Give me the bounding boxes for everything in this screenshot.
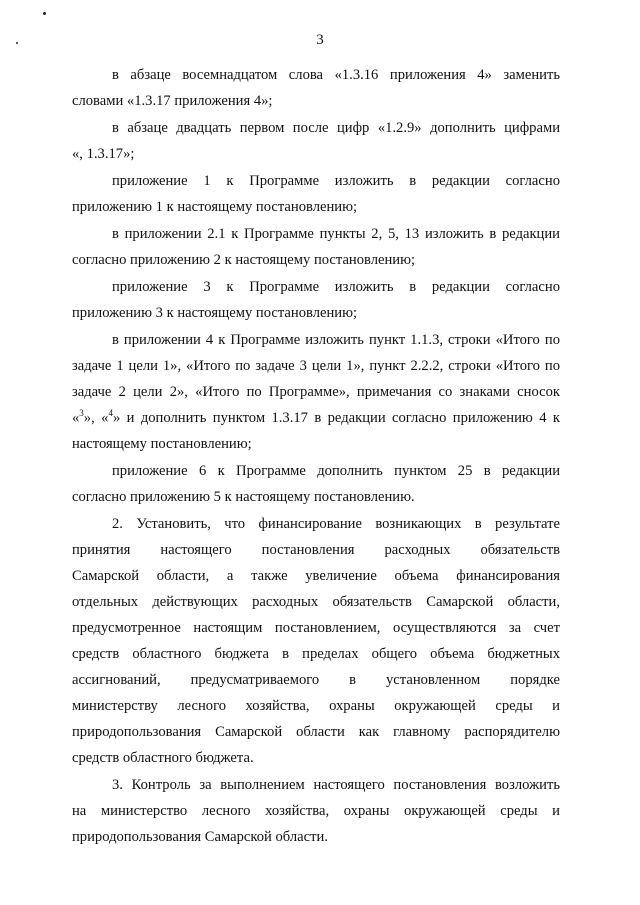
footnote-mark: 3 bbox=[79, 408, 84, 419]
text-line: природопользования Самарской области как главному распорядителю bbox=[72, 724, 560, 740]
text-line: согласно приложению 5 к настоящему постановлению. bbox=[72, 489, 415, 505]
text-line: словами «1.3.17 приложения 4»; bbox=[72, 93, 273, 109]
text-line: 3. Контроль за выполнением настоящего постановления возложить bbox=[112, 777, 560, 793]
text-line-footnotes bbox=[72, 405, 560, 431]
text-line: приложению 1 к настоящему постановлению; bbox=[72, 199, 358, 215]
text-line: отдельных действующих расходных обязательств Самарской области, bbox=[72, 594, 560, 610]
text-line: в абзаце двадцать первом после цифр «1.2.9» дополнить цифрами bbox=[112, 120, 560, 136]
text-line: предусмотренное настоящим постановлением, осуществляются за счет bbox=[72, 620, 560, 636]
text-line: 2. Установить, что финансирование возникающих в результате bbox=[112, 516, 560, 532]
footnote-mark: 4 bbox=[108, 408, 113, 419]
page-number: 3 bbox=[316, 32, 324, 48]
text-line: в приложении 2.1 к Программе пункты 2, 5, 13 изложить в редакции bbox=[112, 226, 560, 242]
text-line: приложение 3 к Программе изложить в редакции согласно bbox=[112, 279, 560, 295]
text-line: Самарской области, а также увеличение объема финансирования bbox=[72, 568, 560, 584]
text-line: министерству лесного хозяйства, охраны окружающей среды и bbox=[72, 698, 560, 714]
text-line: приложению 3 к настоящему постановлению; bbox=[72, 305, 358, 321]
text-line: принятия настоящего постановления расходных обязательств bbox=[72, 542, 560, 558]
text-line: ассигнований, предусматриваемого в установленном порядке bbox=[72, 672, 560, 688]
text-fragment: « bbox=[72, 410, 80, 426]
text-line: приложение 6 к Программе дополнить пунктом 25 в редакции bbox=[112, 463, 560, 479]
document-body bbox=[72, 62, 560, 850]
text-line: согласно приложению 2 к настоящему постановлению; bbox=[72, 252, 416, 268]
text-line: «, 1.3.17»; bbox=[72, 146, 135, 162]
text-line: на министерство лесного хозяйства, охраны окружающей среды и bbox=[72, 803, 560, 819]
text-fragment: », « bbox=[83, 410, 109, 426]
text-line: настоящему постановлению; bbox=[72, 436, 252, 452]
text-line: приложение 1 к Программе изложить в редакции согласно bbox=[112, 173, 560, 189]
text-line: в абзаце восемнадцатом слова «1.3.16 приложения 4» заменить bbox=[112, 67, 560, 83]
scan-speck bbox=[43, 12, 46, 15]
text-line: природопользования Самарской области. bbox=[72, 829, 328, 845]
text-line: задаче 2 цели 2», «Итого по Программе», примечания со знаками сносок bbox=[72, 384, 560, 400]
text-line: средств областного бюджета в пределах общего объема бюджетных bbox=[72, 646, 560, 662]
text-fragment: » и дополнить пунктом 1.3.17 в редакции согласно приложению 4 к bbox=[112, 410, 560, 426]
text-line: в приложении 4 к Программе изложить пункт 1.1.3, строки «Итого по bbox=[112, 332, 560, 348]
text-line: средств областного бюджета. bbox=[72, 750, 254, 766]
text-line: задаче 1 цели 1», «Итого по задаче 3 цели 1», пункт 2.2.2, строки «Итого по bbox=[72, 358, 560, 374]
